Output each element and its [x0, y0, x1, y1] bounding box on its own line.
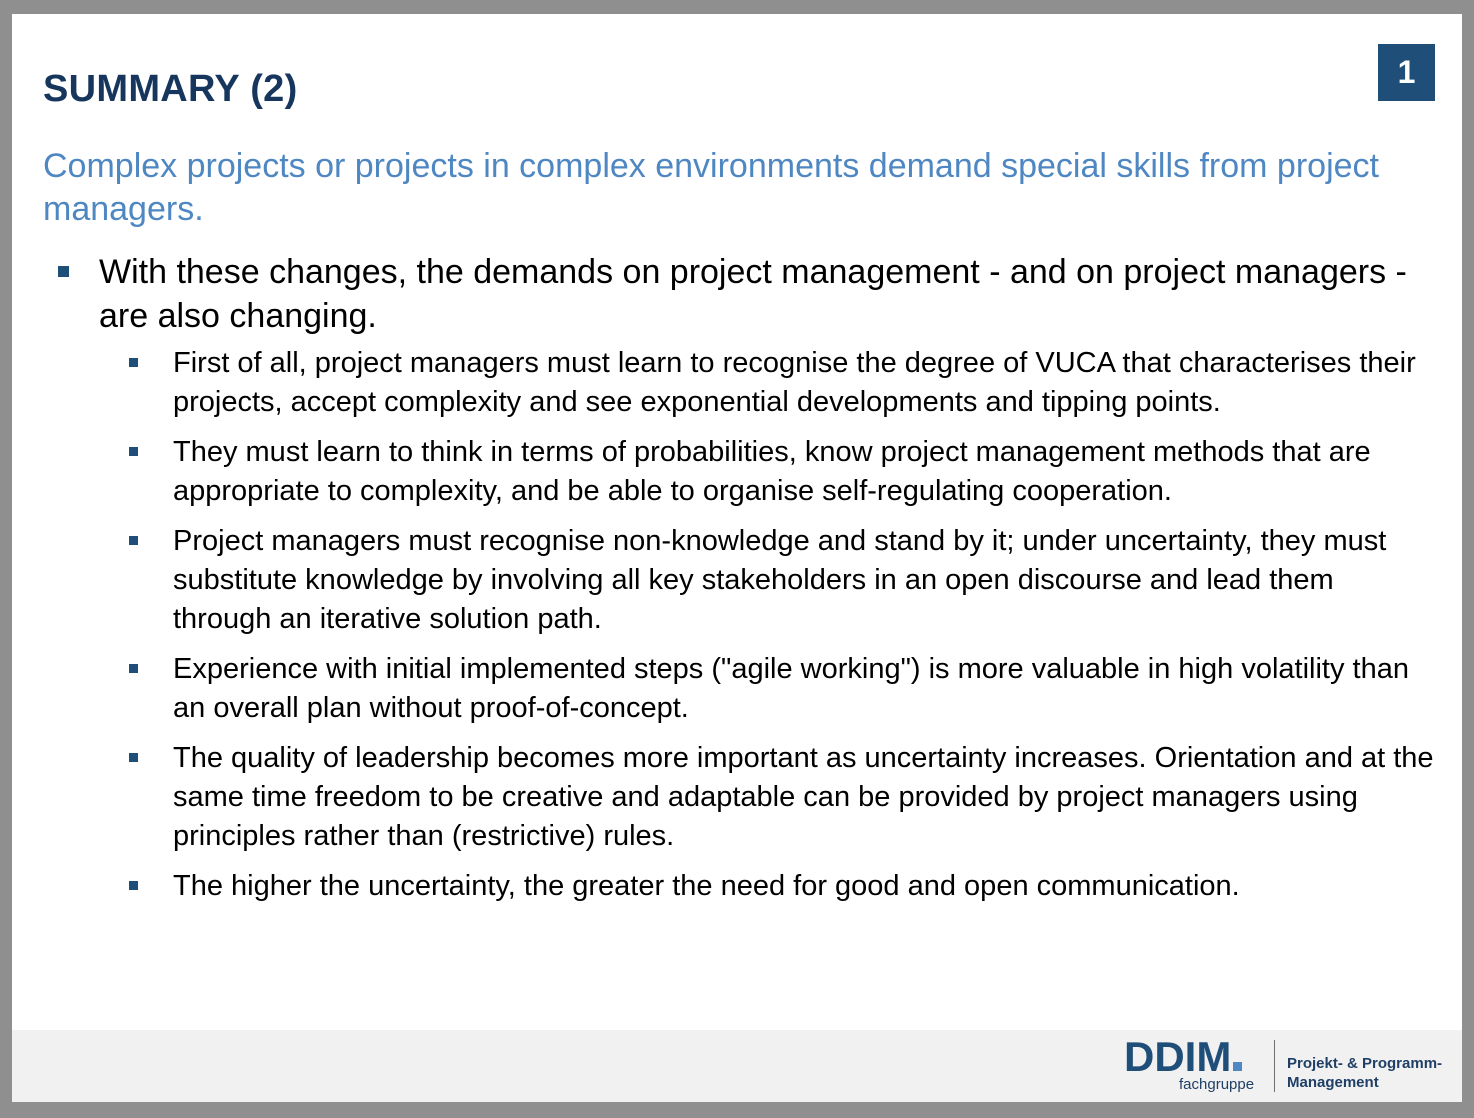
- sub-bullet-item: [43, 344, 1438, 422]
- slide: [12, 14, 1462, 1102]
- logo-wordmark-text: DDIM: [1124, 1033, 1232, 1080]
- bullet-list: [43, 250, 1438, 917]
- main-bullet-item: [43, 250, 1438, 906]
- sub-bullet-item: [43, 522, 1438, 639]
- sub-bullet-text: The quality of leadership becomes more important as uncertainty increases. Orientation and at the same time freedom to be creative and adaptable can be provided by project managers using principles rather than (restrictive) rules.: [173, 742, 1434, 852]
- square-bullet-icon: [129, 358, 138, 367]
- sub-bullet-item: [43, 433, 1438, 511]
- square-bullet-icon: [129, 447, 138, 456]
- sub-bullet-item: [43, 650, 1438, 728]
- page-number-badge: 1: [1378, 44, 1435, 101]
- sub-bullet-text: The higher the uncertainty, the greater the need for good and open communication.: [173, 870, 1240, 902]
- sub-bullet-text: First of all, project managers must learn to recognise the degree of VUCA that characterises their projects, accept complexity and see exponential developments and tipping points.: [173, 347, 1416, 418]
- square-bullet-icon: [58, 266, 69, 277]
- logo-tagline-line1: Projekt- & Programm-: [1287, 1055, 1443, 1072]
- square-bullet-icon: [129, 664, 138, 673]
- main-bullet-text: With these changes, the demands on project management - and on project managers - are also changing.: [99, 253, 1407, 335]
- logo-wordmark: [1124, 1034, 1242, 1080]
- sub-bullet-item: [43, 867, 1438, 906]
- slide-title: SUMMARY (2): [43, 68, 298, 110]
- logo-divider: [1274, 1040, 1275, 1092]
- slide-subtitle: Complex projects or projects in complex environments demand special skills from project managers.: [43, 147, 1379, 228]
- sub-bullet-list: [99, 344, 1438, 906]
- sub-bullet-item: [43, 739, 1438, 856]
- square-bullet-icon: [129, 753, 138, 762]
- ddim-logo: [1124, 1034, 1454, 1098]
- sub-bullet-text: Project managers must recognise non-knowledge and stand by it; under uncertainty, they must substitute knowledge by involving all key stakeholders in an open discourse and lead them through an iterative solution path.: [173, 525, 1387, 635]
- sub-bullet-text: Experience with initial implemented steps ("agile working") is more valuable in high volatility than an overall plan without proof-of-concept.: [173, 653, 1409, 724]
- slide-footer: [12, 1030, 1462, 1102]
- logo-subtext: fachgruppe: [1179, 1076, 1255, 1093]
- square-bullet-icon: [129, 881, 138, 890]
- logo-dot-icon: [1233, 1062, 1242, 1071]
- logo-tagline: [1287, 1054, 1442, 1092]
- logo-tagline-line2: Management: [1287, 1074, 1379, 1091]
- square-bullet-icon: [129, 536, 138, 545]
- sub-bullet-text: They must learn to think in terms of probabilities, know project management methods that are appropriate to complexity, and be able to organise self-regulating cooperation.: [173, 436, 1371, 507]
